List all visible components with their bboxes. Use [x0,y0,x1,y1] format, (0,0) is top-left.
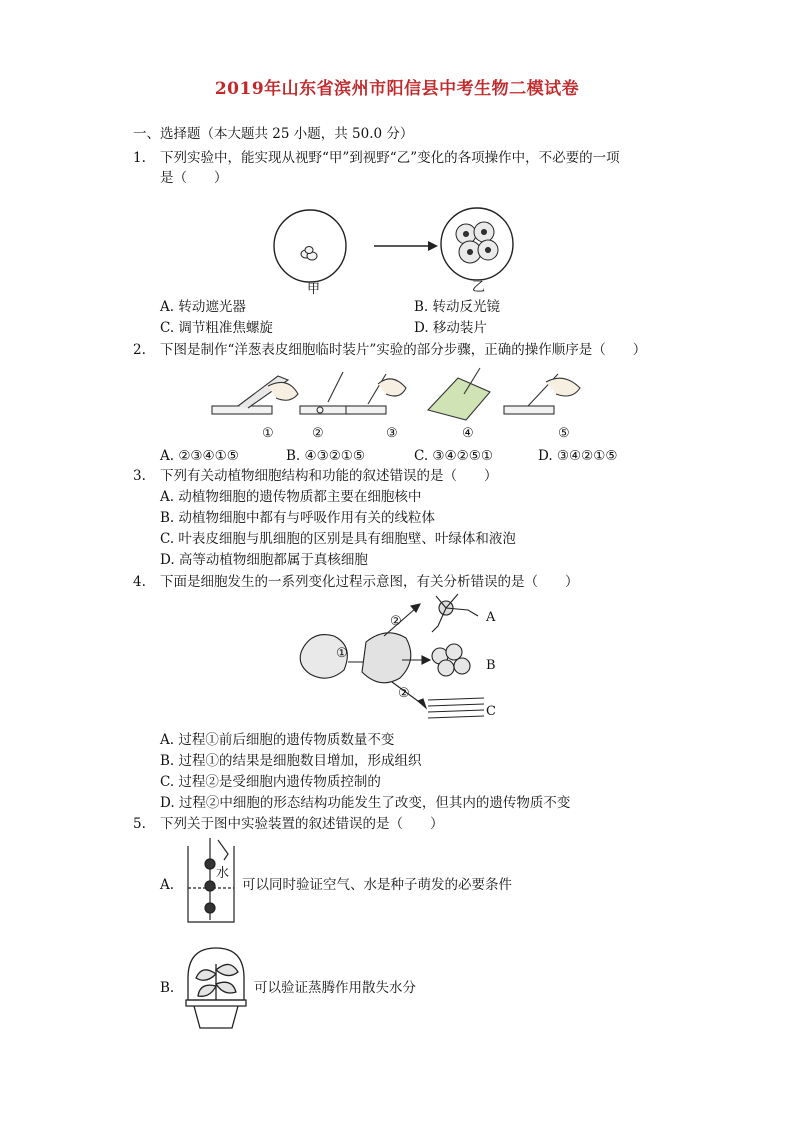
option-d[interactable]: D. ③④②①⑤ [538,448,618,464]
option-c[interactable]: C. ③④②⑤① [414,448,493,464]
question-text: 下面是细胞发生的一系列变化过程示意图，有关分析错误的是（ ） [160,574,579,590]
page-title: 2019年山东省滨州市阳信县中考生物二模试卷 [214,79,580,99]
question-number: 2. [133,342,146,358]
step-label: ④ [462,426,474,441]
option-b-text: 可以验证蒸腾作用散失水分 [254,980,416,996]
process-label-2: ② [398,686,410,701]
option-a[interactable]: A. 过程①前后细胞的遗传物质数量不变 [160,732,395,748]
view-circle-jia [274,210,346,282]
option-b[interactable]: B. [160,980,175,996]
process-label-1: ① [336,646,348,661]
option-a-text: 可以同时验证空气、水是种子萌发的必要条件 [242,877,512,893]
question-text: 下列有关动植物细胞结构和功能的叙述错误的是（ ） [160,468,498,484]
step-label: ⑤ [558,426,570,441]
bell-jar-plant-figure [180,944,252,1030]
water-label: 水 [216,866,230,881]
question-text: 是（ ） [160,170,228,186]
question-number: 1. [133,150,146,166]
figure-label-jia: 甲 [307,282,321,297]
option-c[interactable]: C. 叶表皮细胞与肌细胞的区别是具有细胞壁、叶绿体和液泡 [160,531,516,547]
option-b[interactable]: B. ④③②①⑤ [286,448,366,464]
question-text: 下列实验中，能实现从视野“甲”到视野“乙”变化的各项操作中，不必要的一项 [160,150,620,166]
step-label: ② [312,426,324,441]
step-label: ① [262,426,274,441]
seed-beaker-figure [184,838,240,926]
step-label: ③ [386,426,398,441]
process-label-2: ② [390,614,402,629]
cell-label-a: A [486,610,496,625]
cell-label-b: B [486,658,496,673]
slide-steps-figure [208,366,588,426]
figure-label-yi: 乙 [472,280,486,295]
cell-differentiation-figure [296,592,496,726]
cell-label-c: C [486,704,496,719]
option-d[interactable]: D. 过程②中细胞的形态结构功能发生了改变，但其内的遗传物质不变 [160,795,571,811]
option-a[interactable]: A. [160,877,175,893]
large-cells [456,222,498,263]
option-c[interactable]: C. 过程②是受细胞内遗传物质控制的 [160,774,381,790]
option-b[interactable]: B. 过程①的结果是细胞数目增加，形成组织 [160,753,422,769]
option-b[interactable]: B. 动植物细胞中都有与呼吸作用有关的线粒体 [160,510,436,526]
option-d[interactable]: D. 移动装片 [414,320,487,336]
question-number: 4. [133,574,146,590]
question-number: 5. [133,816,146,832]
section-heading: 一、选择题（本大题共 25 小题，共 50.0 分） [133,126,414,142]
question-text: 下列关于图中实验装置的叙述错误的是（ ） [160,816,444,832]
option-b[interactable]: B. 转动反光镜 [414,299,501,315]
option-c[interactable]: C. 调节粗准焦螺旋 [160,320,273,336]
question-text: 下图是制作“洋葱表皮细胞临时装片”实验的部分步骤，正确的操作顺序是（ ） [160,342,647,358]
small-cells [301,247,317,261]
question-number: 3. [133,468,146,484]
option-d[interactable]: D. 高等动植物细胞都属于真核细胞 [160,552,368,568]
option-a[interactable]: A. 动植物细胞的遗传物质都主要在细胞核中 [160,489,422,505]
option-a[interactable]: A. ②③④①⑤ [160,448,239,464]
option-a[interactable]: A. 转动遮光器 [160,299,246,315]
